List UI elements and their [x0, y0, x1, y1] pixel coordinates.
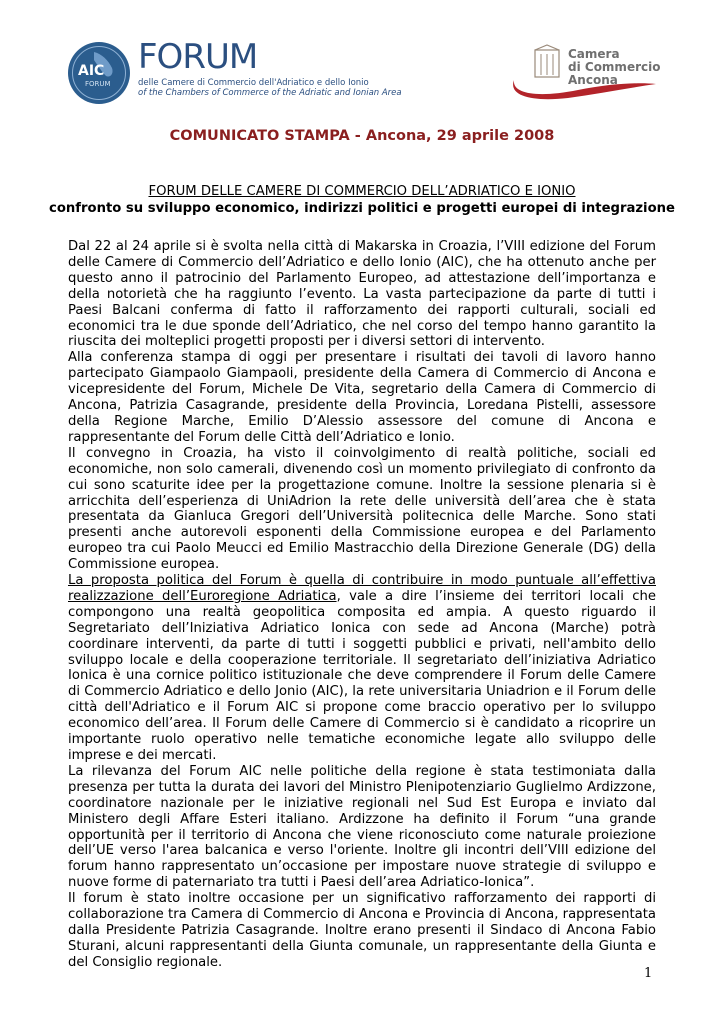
camera-commercio-logo	[508, 44, 661, 100]
page-number: 1	[644, 966, 653, 981]
seal-forum-text: FORUM	[85, 80, 111, 88]
paragraph-4-underlined: La proposta politica del Forum è quella di contribuire in modo puntuale all’effettiva realizzazione dell’Euroregione Adriatica	[68, 573, 656, 604]
camera-line3: Ancona	[568, 73, 618, 87]
paragraph-6: Il forum è stato inoltre occasione per un significativo rafforzamento dei rapporti di collaborazione tra Camera di Commercio di Ancona e Provincia di Ancona, rappresentata dalla Presidente Patrizia Casagrande. Inoltre erano presenti il Sindaco di Ancona Fabio Sturani, alcuni rappresentanti della Giunta comunale, un rappresentante della Giunta e del Consiglio regionale.	[68, 891, 656, 970]
paragraph-4-rest: , vale a dire l’insieme dei territori locali che compongono una realtà geopolitica composita ed ampia. A questo riguardo il Segretariato dell’Iniziativa Adriatico Ionica con sede ad Ancona (Marche) potrà coordinare interventi, da parte di tutti i soggetti pubblici e privati, nell'ambito dello sviluppo locale e della cooperazione territoriale. Il segretariato dell’iniziativa Adriatico Ionica è una cornice politico istituzionale che deve comprendere il Forum delle Camere di Commercio Adriatico e dello Jonio (AIC), la rete universitaria Uniadrion e il Forum delle città dell'Adriatico e il Forum AIC si propone come braccio operativo per lo sviluppo economico dell’area. Il Forum delle Camere di Commercio si è candidato a ricoprire un importante ruolo operativo nelle tematiche economiche legate allo sviluppo delle imprese e dei mercati.	[68, 588, 656, 763]
paragraph-4	[68, 573, 656, 764]
page-header	[0, 0, 724, 120]
camera-logo-text	[568, 48, 660, 87]
forum-heading: FORUM DELLE CAMERE DI COMMERCIO DELL’ADRIATICO E IONIO	[148, 184, 576, 199]
press-release-body	[68, 239, 656, 971]
press-release-title: COMUNICATO STAMPA - Ancona, 29 aprile 2008	[169, 128, 555, 144]
forum-subtitle-en: of the Chambers of Commerce of the Adriatic and Ionian Area	[138, 88, 402, 98]
paragraph-1: Dal 22 al 24 aprile si è svolta nella città di Makarska in Croazia, l’VIII edizione del Forum delle Camere di Commercio dell’Adriatico e dello Ionio (AIC), che ha ottenuto anche per questo anno il patrocinio del Parlamento Europeo, ad attestazione dell’importanza e della notorietà che ha raggiunto l’evento. La vasta partecipazione da parte di tutti i Paesi Balcani conferma di fatto il rafforzamento dei rapporti culturali, sociali ed economici tra le due sponde dell’Adriatico, che nel corso del tempo hanno garantito la riuscita dei molteplici progetti proposti per i diversi settori di intervento.	[68, 239, 656, 350]
forum-wordmark: FORUM	[138, 37, 258, 77]
paragraph-3: Il convegno in Croazia, ha visto il coinvolgimento di realtà politiche, sociali ed economiche, non solo camerali, divenendo così un momento privilegiato di confronto da cui sono scaturite idee per la progettazione comune. Inoltre la sessione plenaria si è arricchita dell’esperienza di UniAdrion la rete delle università dell’area che è stata presentata da Gianluca Gregori dell’Università politecnica delle Marche. Sono stati presenti anche autorevoli esponenti della Commissione europea e del Parlamento europeo tra cui Paolo Meucci ed Emilio Mastracchio della Direzione Generale (DG) della Commissione europea.	[68, 445, 656, 573]
topic-heading: confronto su sviluppo economico, indirizzi politici e progetti europei di integrazione	[49, 201, 675, 216]
forum-subtitle-it: delle Camere di Commercio dell'Adriatico e dello Ionio	[138, 78, 369, 88]
camera-line1: Camera	[568, 47, 620, 61]
paragraph-5: La rilevanza del Forum AIC nelle politiche della regione è stata testimoniata dalla presenza per tutta la durata dei lavori del Ministro Plenipotenziario Guglielmo Ardizzone, coordinatore nazionale per le iniziative regionali nel Sud Est Europa e inviato dal Ministero degli Affare Esteri italiano. Ardizzone ha definito il Forum “una grande opportunità per il territorio di Ancona che viene riconosciuto come naturale proiezione dell’UE verso l'area balcanica e verso l'oriente. Inoltre gli incontri dell’VIII edizione del forum hanno rappresentato un’occasione per impostare nuove strategie di sviluppo e nuove forme di paternariato tra tutti i Paesi dell’area Adriatico-Ionica”.	[68, 763, 656, 891]
seal-aic-text: AIC	[78, 63, 105, 79]
forum-aic-logo	[68, 37, 402, 106]
forum-seal-icon	[68, 42, 130, 104]
building-icon	[534, 44, 560, 78]
camera-line2: di Commercio	[568, 60, 661, 74]
paragraph-2: Alla conferenza stampa di oggi per presentare i risultati dei tavoli di lavoro hanno partecipato Giampaolo Giampaoli, presidente della Camera di Commercio di Ancona e vicepresidente del Forum, Michele De Vita, segretario della Camera di Commercio di Ancona, Patrizia Casagrande, presidente della Provincia, Loredana Pistelli, assessore della Regione Marche, Emilio D’Alessio assessore del comune di Ancona e rappresentante del Forum delle Città dell’Adriatico e Ionio.	[68, 350, 656, 445]
